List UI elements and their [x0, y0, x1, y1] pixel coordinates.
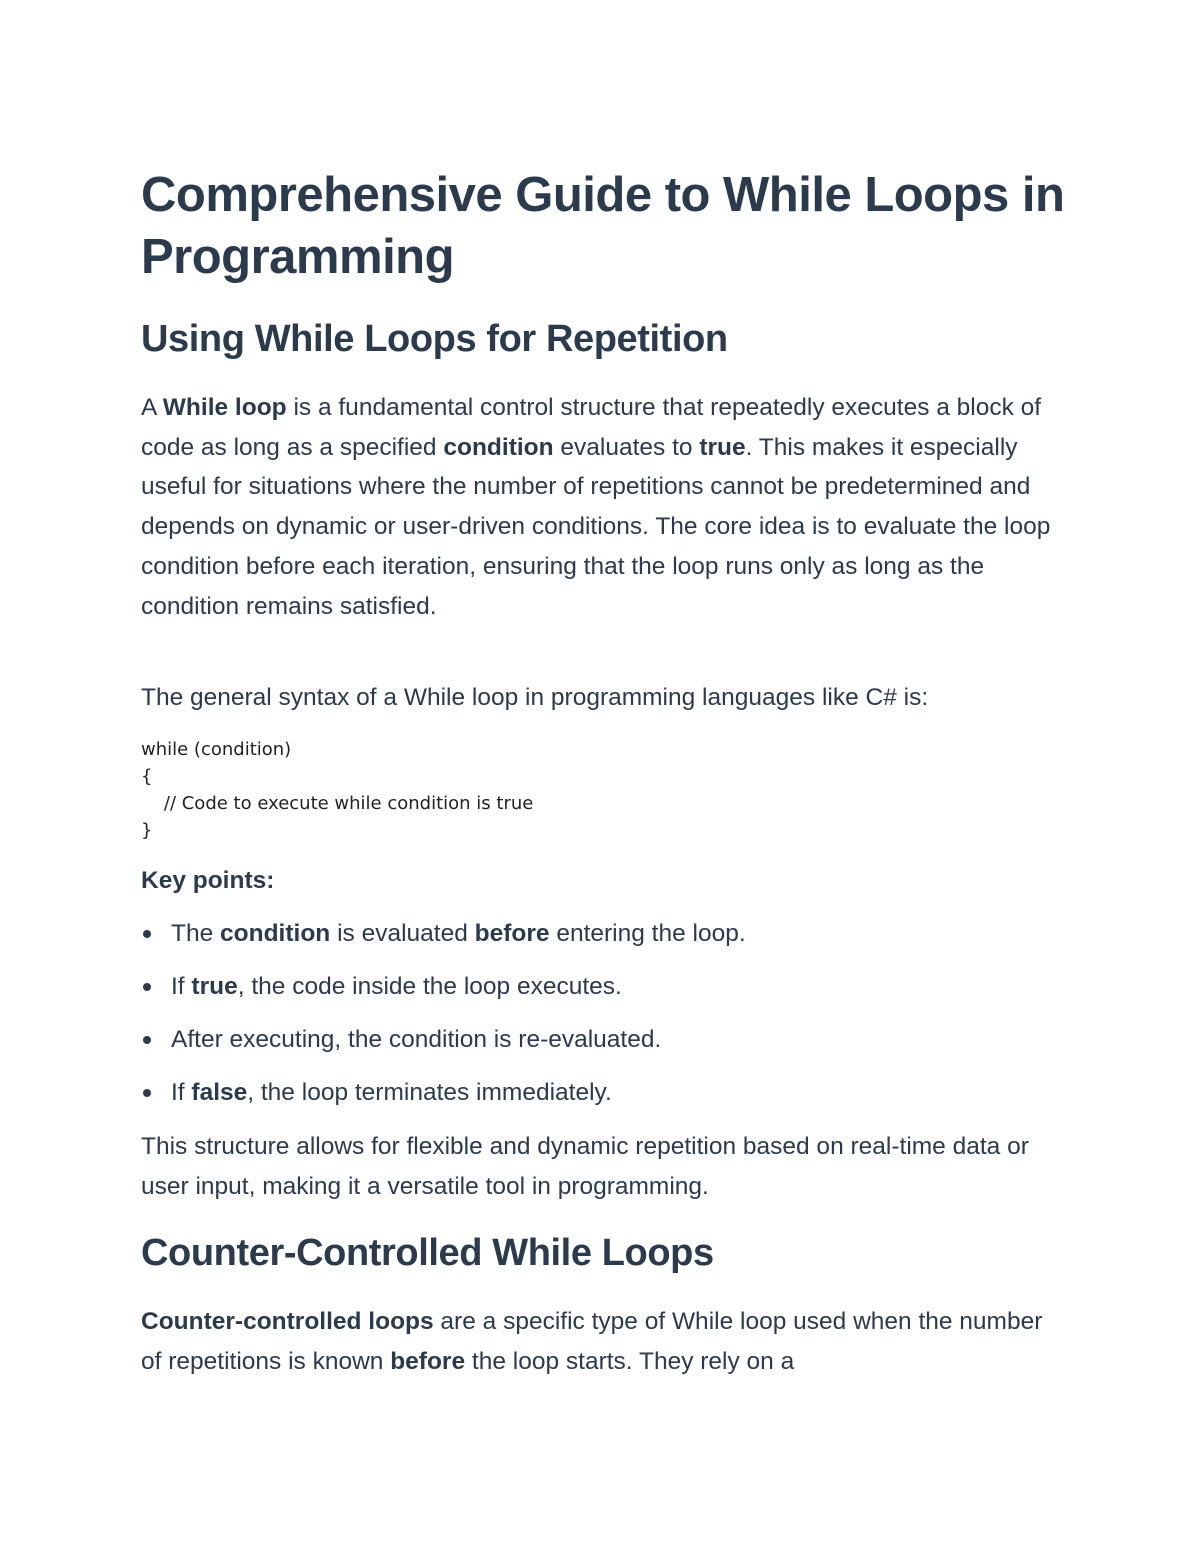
text-run: is evaluated [330, 920, 475, 947]
list-item [141, 1073, 1041, 1126]
counter-controlled-paragraph [141, 1302, 1061, 1381]
code-block: while (condition) { // Code to execute while condition is true } [141, 739, 534, 841]
bullet-icon [143, 1036, 151, 1044]
list-item [141, 967, 1041, 1020]
text-run: entering the loop. [549, 920, 746, 947]
section-heading-counter-controlled: Counter-Controlled While Loops [141, 1232, 714, 1274]
text-run: the loop starts. They rely on a [465, 1347, 795, 1375]
text-run: , the loop terminates immediately. [247, 1079, 612, 1106]
text-run: are a specific type of While loop used when the number of repetitions is known [141, 1308, 1043, 1375]
bullet-icon [143, 983, 151, 991]
list-item [141, 914, 1041, 967]
key-points-list [141, 914, 1041, 1126]
text-run: If [171, 973, 192, 1000]
bold-term-condition: condition [443, 433, 554, 461]
key-points-label: Key points: [141, 867, 275, 894]
text-run: A [141, 394, 163, 421]
bullet-icon [143, 930, 151, 938]
list-item [141, 1020, 1041, 1073]
syntax-intro-paragraph: The general syntax of a While loop in programming languages like C# is: [141, 684, 929, 711]
text-run: evaluates to [553, 433, 700, 461]
bold-term-true: true [699, 433, 746, 461]
bold-term: before [474, 920, 550, 947]
bullet-icon [143, 1089, 151, 1097]
text-run: is a fundamental control structure that repeatedly executes a block of code as long as a specified [141, 394, 1042, 461]
bold-term-while-loop: While loop [162, 394, 287, 421]
bold-term-before: before [390, 1347, 466, 1375]
section-heading-repetition: Using While Loops for Repetition [141, 318, 728, 360]
intro-paragraph [141, 388, 1061, 626]
text-run: After executing, the condition is re-evaluated. [171, 1026, 662, 1053]
text-run: If [171, 1079, 192, 1106]
document-title: Comprehensive Guide to While Loops in Programming [141, 168, 1065, 284]
bold-term: true [191, 973, 238, 1000]
text-run: . This makes it especially useful for situations where the number of repetitions cannot be predetermined and depends on dynamic or user-driven conditions. The core idea is to evaluate the loop condition before each iteration, ensuring that the loop runs only as long as the condition remains satisfied. [141, 433, 1051, 620]
bold-term-counter-controlled: Counter-controlled loops [141, 1308, 434, 1335]
text-run: , the code inside the loop executes. [237, 973, 622, 1000]
bold-term: false [191, 1079, 248, 1106]
text-run: The [171, 920, 221, 947]
summary-paragraph: This structure allows for flexible and dynamic repetition based on real-time data or user input, making it a versatile tool in programming. [141, 1133, 1029, 1200]
bold-term: condition [220, 920, 331, 947]
